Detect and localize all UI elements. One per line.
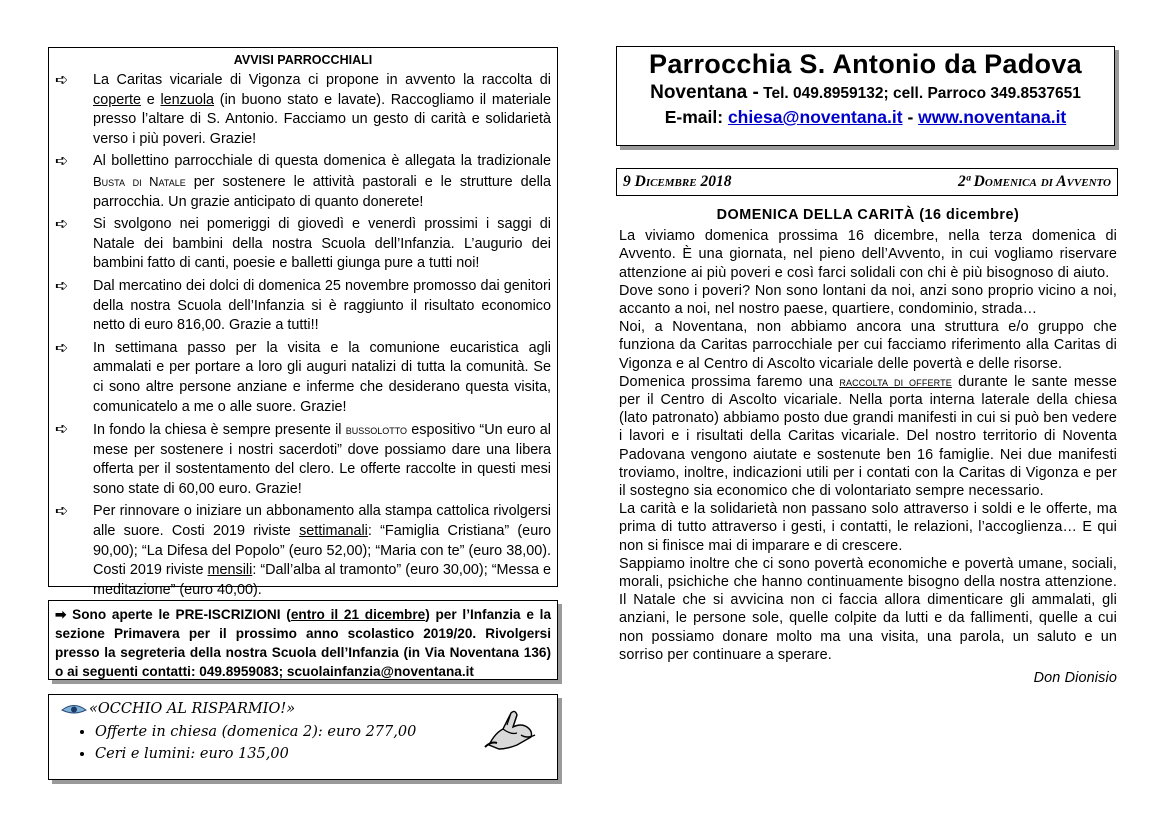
hand-pointing-right-icon: ➪ (55, 339, 69, 357)
hand-pointing-right-icon: ➪ (55, 277, 69, 295)
parish-web: E-mail: chiesa@noventana.it - www.noventana.it (664, 107, 1067, 127)
avvisi-list (55, 71, 551, 600)
article-paragraph: La viviamo domenica prossima 16 dicembre, nella terza domenica di Avvento. È una giornata, nel pieno dell’Avvento, in cui vogliamo riservare attenzione ai più poveri e così farci solidali con chi è più bisognoso di aiuto. (619, 228, 1117, 281)
avviso-item: ➪ In settimana passo per la visita e la comunione eucaristica agli ammalati e per portare a loro gli auguri natalizi di tutta la comunità. Se ci sono altre persone anziane e inferme che desiderano questa visita, comunicatelo a me o alle suore. Grazie! (55, 339, 551, 415)
liturgical-sunday: 2ª Domenica di Avvento (957, 173, 1111, 190)
article-paragraph: Noi, a Noventana, non abbiamo ancora una struttura e/o gruppo che funziona da Caritas parrocchiale per cui facciamo riferimento alla Caritas di Vigonza e al Centro di Ascolto vicariale delle povertà e delle risorse. (619, 319, 1117, 372)
occhio-box (48, 694, 558, 780)
hand-pointing-right-icon: ➪ (55, 72, 69, 89)
hand-pointing-right-icon: ➪ (55, 216, 69, 234)
email-link[interactable]: chiesa@noventana.it (727, 107, 903, 127)
arrow-right-icon: ➡ (55, 607, 67, 622)
hand-pointing-right-icon: ➪ (55, 503, 69, 521)
avviso-item: ➪ La Caritas vicariale di Vigonza ci propone in avvento la raccolta di coperte e lenzuola (in buono stato e lavate). Raccogliamo il materiale presso l’altare di S. Antonio. Facciamo un gesto di carità e solidarietà verso i più poveri. Grazie! (55, 72, 551, 147)
article-paragraph: Domenica prossima faremo una raccolta di offerte durante le sante messe per il Centro di Ascolto vicariale. Nella porta interna laterale della chiesa (lato patronato) abbiamo posto due grandi manifesti in cui si può ben vedere i lavori e i risultati della Caritas vicariale. Del nostro territorio di Noventa Padovana vengono aiutate e sostenute ben 16 famiglie. Nei due manifesti troviamo, inoltre, indicazioni utili per i contati con la Caritas di Vigonza e per il sostegno sia economico che di volontariato sempre necessario. (619, 373, 1117, 500)
article (619, 206, 1117, 687)
avviso-item: ➪ Al bollettino parrocchiale di questa domenica è allegata la tradizionale Busta di Natale per sostenere le attività pastorali e le strutture della parrocchia. Un grazie anticipato di quanto donerete! (55, 153, 551, 210)
article-heading: DOMENICA DELLA CARITÀ (16 dicembre) (716, 207, 1020, 223)
avvisi-title: AVVISI PARROCCHIALI (233, 53, 373, 67)
iscrizioni-box: ➡ Sono aperte le PRE-ISCRIZIONI (entro il 21 dicembre) per l’Infanzia e la sezione Primavera per il prossimo anno scolastico 2019/20. Rivolgersi presso la segreteria della nostra Scuola dell’Infanzia (in Via Noventana 136) o ai seguenti contatti: 049.8959083; scuolainfanzia@noventana.it (48, 600, 558, 680)
occhio-item: • Ceri e lumini: euro 135,00 (95, 743, 547, 765)
article-paragraph: Dove sono i poveri? Non sono lontani da noi, anzi sono proprio vicino a noi, accanto a noi, nel nostro paese, quartiere, condominio, strada… (619, 282, 1117, 318)
eye-icon (61, 703, 87, 715)
parish-title: Parrocchia S. Antonio da Padova (649, 49, 1082, 79)
signature: Don Dionisio (1033, 670, 1117, 687)
article-paragraph: La carità e la solidarietà non passano solo attraverso i soldi e le offerte, ma prima di tutto attraverso i gesti, i contatti, le relazioni, l’accoglienza… E qui non si finisce mai di imparare e di crescere. (619, 501, 1117, 554)
parish-contacts: Noventana - Tel. 049.8959132; cell. Parroco 349.8537651 (650, 82, 1081, 103)
occhio-title: «OCCHIO AL RISPARMIO!» (89, 701, 296, 717)
dateline (616, 168, 1118, 196)
avviso-item: ➪ Per rinnovare o iniziare un abbonamento alla stampa cattolica rivolgersi alle suore. Costi 2019 riviste settimanali: “Famiglia Cristiana” (euro 90,00); “La Difesa del Popolo” (euro 52,00); “Maria con te” (euro 38,00). Costi 2019 riviste mensili: “Dall’alba al tramonto” (euro 30,00); “Messa e meditazione” (euro 40,00). (55, 503, 551, 598)
website-link[interactable]: www.noventana.it (918, 107, 1067, 127)
masthead (616, 46, 1115, 146)
hand-pointing-right-icon: ➪ (55, 153, 69, 171)
article-paragraph: Sappiamo inoltre che ci sono povertà economiche e povertà umane, sociali, morali, psichiche che hanno continuamente bisogno della nostra attenzione. Il Natale che si avvicina non ci faccia allora dimenticare gli ammalati, gli anziani, le persone sole, quelle colpite da lutti e da fallimenti, quelle a cui non possiamo donare molto ma una visita, una parola, un saluto e un sorriso per continuare a sperare. (619, 555, 1117, 663)
avviso-item: ➪ Si svolgono nei pomeriggi di giovedì e venerdì prossimi i saggi di Natale dei bambini della nostra Scuola dell’Infanzia. L’augurio dei bambini fatto di canti, poesie e balletti giunga pure a tutti noi! (55, 216, 551, 272)
praying-hands-icon (481, 705, 539, 751)
issue-date: 9 Dicembre 2018 (623, 173, 732, 190)
occhio-item: • Offerte in chiesa (domenica 2): euro 277,00 (95, 721, 547, 743)
occhio-list (59, 721, 547, 765)
avvisi-box (48, 47, 558, 598)
avviso-item: ➪ In fondo la chiesa è sempre presente il bussolotto espositivo “Un euro al mese per sostenere i nostri sacerdoti” dove possiamo dare una libera offerta per il sostentamento del clero. Le offerte raccolte in questi mesi sono state di 60,00 euro. Grazie! (55, 421, 551, 497)
avviso-item: ➪ Dal mercatino dei dolci di domenica 25 novembre promosso dai genitori della nostra Scuola dell’Infanzia si è raggiunto il risultato economico netto di euro 816,00. Grazie a tutti!! (55, 277, 551, 334)
hand-pointing-right-icon: ➪ (55, 421, 69, 439)
